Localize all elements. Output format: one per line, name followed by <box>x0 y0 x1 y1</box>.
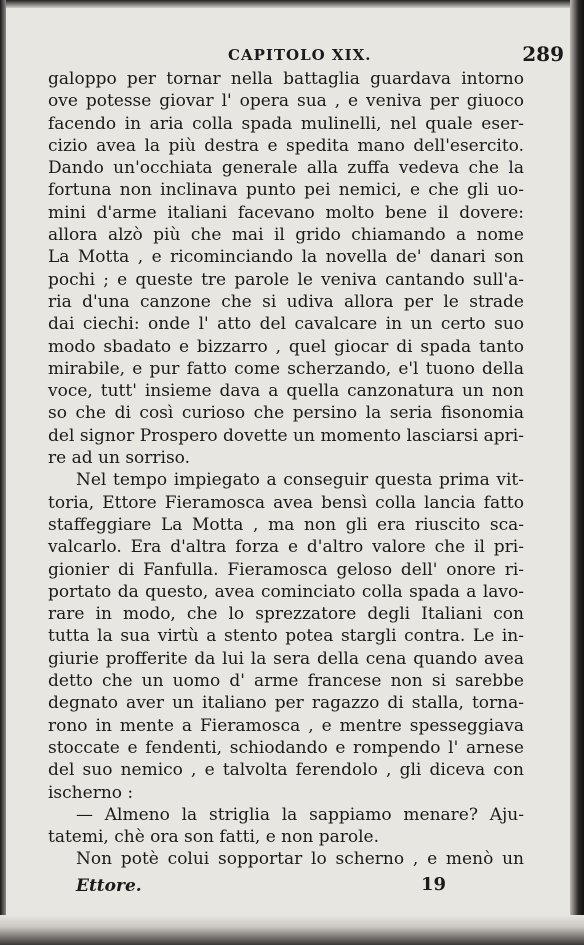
text-line: ischerno : <box>48 782 134 803</box>
text-line: so che di così curioso che persino la seria fisonomia <box>48 403 524 424</box>
text-line: La Motta , e ricominciando la novella de' danari son <box>48 247 524 268</box>
text-line: Nel tempo impiegato a conseguir questa prima vit- <box>76 470 524 491</box>
text-line: ove potesse giovar l' opera sua , e veniva per giuoco <box>48 91 524 112</box>
text-line: del suo nemico , e talvolta ferendolo , gli diceva con <box>48 760 524 781</box>
text-line: degnato aver un italiano per ragazzo di stalla, torna- <box>48 693 524 714</box>
text-line: — Almeno la striglia la sappiamo menare? Aju- <box>76 804 524 825</box>
text-line: re ad un sorriso. <box>48 448 191 469</box>
signature-mark: Ettore. <box>76 876 142 896</box>
text-line: Dando un'occhiata generale alla zuffa vedeva che la <box>48 158 524 179</box>
text-line: fortuna non inclinava punto pei nemici, e che gli uo- <box>48 180 524 201</box>
text-line: rono in mente a Fieramosca , e mentre spesseggiava <box>48 715 524 736</box>
page-right-edge <box>570 0 584 945</box>
signature-number: 19 <box>421 874 447 895</box>
text-line: detto che un uomo d' arme francese non si sarebbe <box>48 671 524 692</box>
text-line: gionier di Fanfulla. Fieramosca geloso dell' onore ri- <box>48 559 524 580</box>
text-line: ria d'una canzone che si udiva allora per le strade <box>48 291 524 312</box>
text-line: staffeggiare La Motta , ma non gli era riuscito sca- <box>48 514 524 535</box>
page-top-edge <box>0 0 584 8</box>
text-line: allora alzò più che mai il grido chiamando a nome <box>48 225 524 246</box>
text-line: del signor Prospero dovette un momento lasciarsi apri- <box>48 425 524 446</box>
text-line: facendo in aria colla spada mulinelli, nel quale eser- <box>48 113 524 134</box>
text-line: giurie profferite da lui la sera della cena quando avea <box>48 648 524 669</box>
text-line: mini d'arme italiani facevano molto bene il dovere: <box>48 202 524 223</box>
text-line: pochi ; e queste tre parole le veniva cantando sull'a- <box>48 269 524 290</box>
text-line: mirabile, e pur fatto come scherzando, e'l tuono della <box>48 358 524 379</box>
text-line: tatemi, chè ora son fatti, e non parole. <box>48 827 379 848</box>
text-line: tutta la sua virtù a stento potea stargli contra. Le in- <box>48 626 524 647</box>
text-line: voce, tutt' insieme dava a quella canzonatura un non <box>48 381 524 402</box>
text-line: dai ciechi: onde l' atto del cavalcare in un certo suo <box>48 314 524 335</box>
text-line: Non potè colui sopportar lo scherno , e menò un <box>76 849 524 870</box>
running-head: CAPITOLO XIX. <box>228 46 372 64</box>
page-footer <box>48 876 524 902</box>
page-number: 289 <box>522 42 564 66</box>
text-line: toria, Ettore Fieramosca avea bensì colla lancia fatto <box>48 492 524 513</box>
text-line: modo sbadato e bizzarro , quel giocar di spada tanto <box>48 336 524 357</box>
page-left-edge <box>0 0 6 945</box>
text-line: cizio avea la più destra e spedita mano dell'esercito. <box>48 135 524 156</box>
body-text <box>48 68 524 871</box>
text-line: galoppo per tornar nella battaglia guardava intorno <box>48 69 524 89</box>
text-line: valcarlo. Era d'altra forza e d'altro valore che il pri- <box>48 537 524 558</box>
page-bottom-edge <box>0 915 584 945</box>
text-line: rare in modo, che lo sprezzatore degli Italiani con <box>48 604 524 625</box>
text-line: stoccate e fendenti, schiodando e rompendo l' arnese <box>48 737 524 758</box>
text-line: portato da questo, avea cominciato colla spada a lavo- <box>48 581 524 602</box>
